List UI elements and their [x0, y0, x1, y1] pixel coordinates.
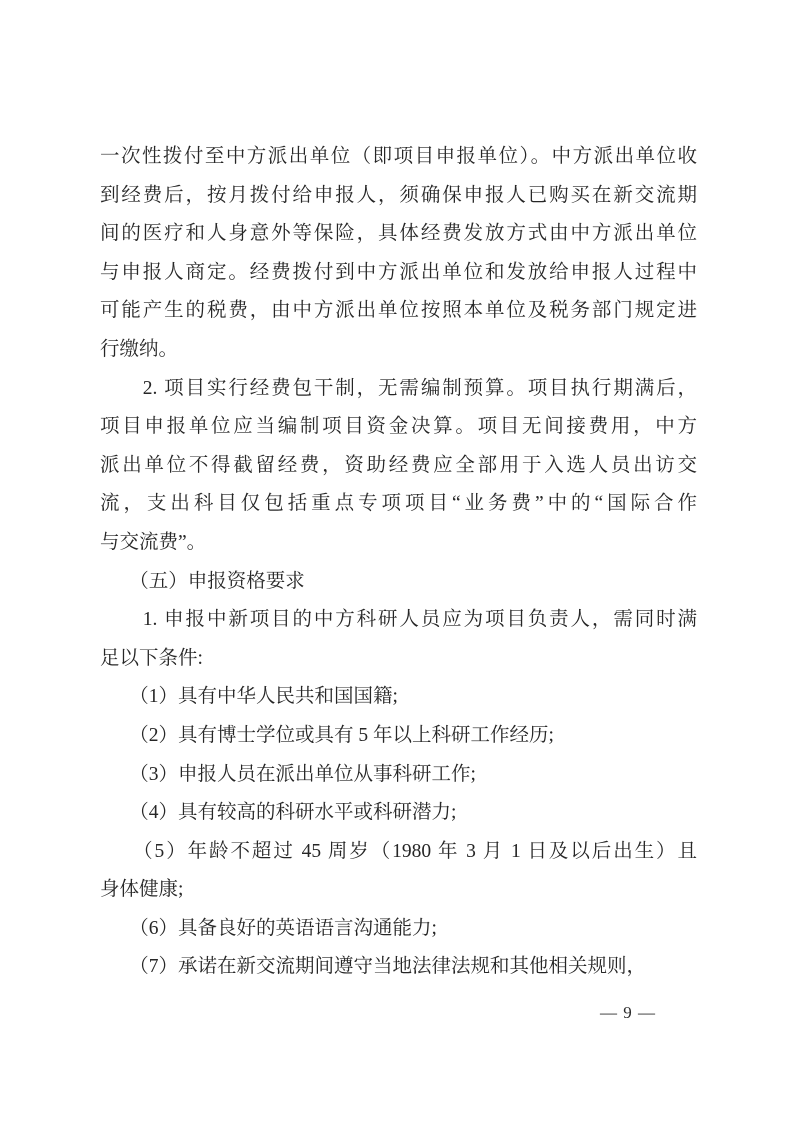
- paragraph-lump-sum-budget: [100, 370, 697, 563]
- text-line: 可能产生的税费，由中方派出单位按照本单位及税务部门规定进: [100, 300, 697, 322]
- text-block: [100, 138, 697, 987]
- page-number: — 9 —: [600, 1003, 656, 1022]
- list-item-condition-7: （7）承诺在新交流期间遵守当地法律法规和其他相关规则，: [100, 956, 647, 978]
- text-line: 到经费后，按月拨付给申报人，须确保申报人已购买在新交流期: [100, 184, 697, 206]
- list-item-condition-3: （3）申报人员在派出单位从事科研工作;: [100, 763, 476, 785]
- text-line: 派出单位不得截留经费，资助经费应全部用于入选人员出访交: [100, 454, 697, 476]
- text-line: 1. 申报中新项目的中方科研人员应为项目负责人，需同时满: [100, 609, 697, 631]
- list-item-condition-5: （5）年龄不超过 45 周岁（1980 年 3 月 1 日及以后出生）且: [100, 840, 697, 862]
- text-line: 与申报人商定。经费拨付到中方派出单位和发放给申报人过程中: [100, 261, 697, 283]
- list-item-condition-2: （2）具有博士学位或具有 5 年以上科研工作经历;: [100, 724, 554, 746]
- list-item-condition-1: （1）具有中华人民共和国国籍;: [100, 686, 398, 708]
- list-item-condition-4: （4）具有较高的科研水平或科研潜力;: [100, 802, 457, 824]
- text-line: 2. 项目实行经费包干制，无需编制预算。项目执行期满后，: [100, 377, 697, 399]
- text-line: 足以下条件:: [100, 647, 203, 669]
- list-item-condition-6: （6）具备良好的英语语言沟通能力;: [100, 917, 437, 939]
- paragraph-applicant-conditions-intro: [100, 601, 697, 678]
- list-item-condition-5-continued: 身体健康;: [100, 879, 184, 901]
- text-line: 一次性拨付至中方派出单位（即项目申报单位）。中方派出单位收: [100, 146, 697, 167]
- list-eligibility-conditions: [100, 678, 697, 987]
- text-line: 行缴纳。: [100, 338, 179, 360]
- text-line: 间的医疗和人身意外等保险，具体经费发放方式由中方派出单位: [100, 223, 697, 245]
- text-line: 项目申报单位应当编制项目资金决算。项目无间接费用，中方: [100, 416, 697, 438]
- section-heading-eligibility: （五）申报资格要求: [100, 570, 305, 592]
- paragraph-funding-disbursement: [100, 138, 697, 370]
- text-line: 流，支出科目仅包括重点专项项目“业务费”中的“国际合作: [100, 493, 697, 515]
- text-line: 与交流费”。: [100, 531, 207, 553]
